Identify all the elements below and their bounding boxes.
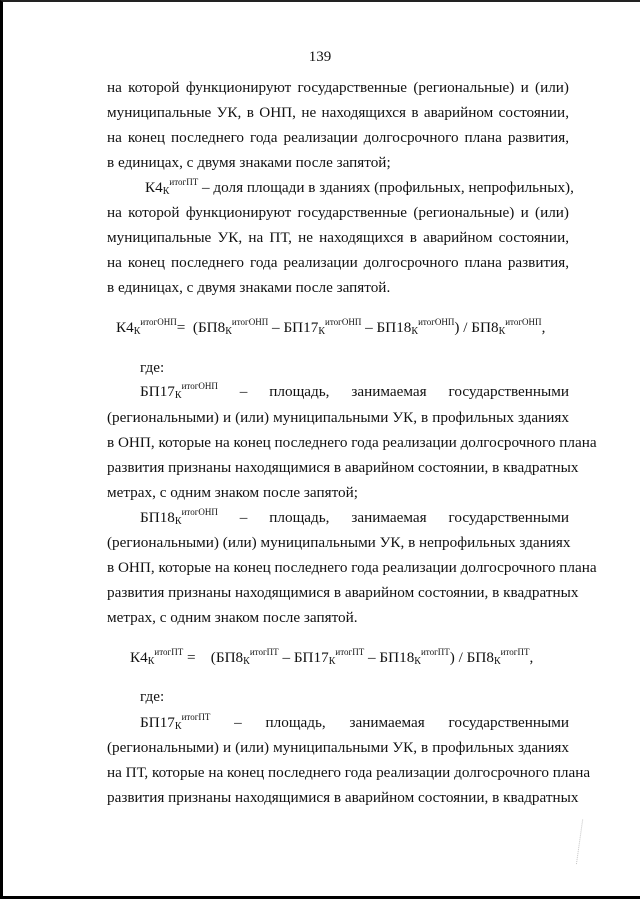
formula-end: , (541, 319, 546, 336)
word: площадь, (265, 714, 326, 731)
subscript: К (133, 326, 141, 337)
text-line: (региональными) (или) муниципальными УК, в непрофильных зданиях (107, 534, 571, 551)
superscript: итогПТ (335, 647, 365, 657)
text-line: метрах, с одним знаком после запятой. (107, 609, 358, 626)
subscript: К (174, 721, 182, 732)
page-number: 139 (308, 49, 332, 65)
superscript: итогОНП (181, 507, 218, 517)
formula-end: , (529, 649, 534, 666)
text-line: (региональными) и (или) муниципальными УК, в профильных зданиях (107, 739, 569, 756)
text-line: в единицах, с двумя знаками после запятой. (107, 279, 391, 296)
symbol: БП17 (140, 383, 175, 400)
superscript: итогОНП (505, 317, 542, 327)
subscript: К (147, 656, 155, 667)
subscript: К (225, 326, 232, 337)
term-symbol (140, 508, 218, 528)
word: занимаемая (349, 714, 425, 731)
subscript: К (414, 656, 421, 667)
text-line: на которой функционируют государственные (региональные) и (или) (107, 79, 569, 96)
word: занимаемая (351, 383, 427, 400)
formula-term: (БП8 (210, 649, 244, 666)
text-span: – доля площади в зданиях (профильных, непрофильных), (198, 179, 574, 196)
formula-term: – БП18 (364, 649, 415, 666)
equals-sign: = (176, 319, 186, 336)
subscript: К (411, 326, 419, 337)
formula-term: – БП17 (268, 319, 319, 336)
superscript: итогПТ (154, 647, 184, 657)
term-symbol (140, 382, 218, 402)
formula-term: ) / БП8 (449, 649, 494, 666)
text-line: развития признаны находящимися в аварийном состоянии, в квадратных (107, 459, 579, 476)
subscript: К (174, 516, 182, 527)
superscript: итогПТ (249, 647, 279, 657)
superscript: итогОНП (325, 317, 362, 327)
subscript: К (162, 186, 170, 197)
where-label: где: (140, 359, 165, 376)
text-line: муниципальные УК, в ОНП, не находящихся в аварийном состоянии, (107, 104, 569, 121)
dash: – (239, 509, 248, 526)
bp17-pt-head (140, 713, 569, 733)
subscript: К (328, 656, 336, 667)
subscript: К (318, 326, 325, 337)
word: занимаемая (351, 509, 427, 526)
text-line: в единицах, с двумя знаками после запятой; (107, 154, 391, 171)
formula-onp (116, 318, 545, 338)
text-line: развития признаны находящимися в аварийном состоянии, в квадратных (107, 789, 579, 806)
where-label: где: (140, 688, 165, 705)
subscript: К (174, 390, 182, 401)
superscript: итогПТ (500, 647, 530, 657)
bp18-onp-head (140, 508, 569, 528)
equals-sign: = (187, 649, 196, 666)
symbol: К4 (145, 179, 163, 196)
superscript: итогОНП (418, 317, 455, 327)
formula-term: – БП18 (361, 319, 412, 336)
symbol: БП17 (140, 714, 175, 731)
text-line: на конец последнего года реализации долгосрочного плана развития, (107, 254, 569, 271)
text-line: в ОНП, которые на конец последнего года реализации долгосрочного плана (107, 434, 597, 451)
text-line: на конец последнего года реализации долгосрочного плана развития, (107, 129, 569, 146)
text-line: на ПТ, которые на конец последнего года реализации долгосрочного плана (107, 764, 591, 781)
text-line: на которой функционируют государственные (региональные) и (или) (107, 204, 569, 221)
k4-pt-definition-head (145, 177, 574, 198)
symbol: БП18 (140, 509, 175, 526)
formula-term: ) / БП8 (454, 319, 499, 336)
subscript: К (498, 326, 506, 337)
term-symbol (140, 713, 210, 733)
word: площадь, (269, 509, 330, 526)
formula-term: – БП17 (278, 649, 329, 666)
superscript: итогПТ (181, 712, 211, 722)
formula-term: (БП8 (192, 319, 226, 336)
text-line: развития признаны находящимися в аварийном состоянии, в квадратных (107, 584, 579, 601)
superscript: итогОНП (181, 381, 218, 391)
superscript: итогОНП (140, 317, 177, 327)
subscript: К (243, 656, 250, 667)
superscript: итогОНП (231, 317, 269, 327)
dash: – (234, 714, 242, 731)
dash: – (239, 383, 248, 400)
formula-lhs: К4 (130, 649, 148, 666)
text-line: муниципальные УК, на ПТ, не находящихся в аварийном состоянии, (107, 229, 569, 246)
superscript: итогПТ (420, 647, 450, 657)
word: государственными (448, 509, 569, 526)
formula-pt (130, 648, 533, 668)
text-line: (региональными) и (или) муниципальными УК, в профильных зданиях (107, 409, 569, 426)
subscript: К (493, 656, 501, 667)
word: государственными (448, 383, 569, 400)
formula-lhs: К4 (116, 319, 134, 336)
superscript: итогПТ (169, 177, 199, 187)
word: площадь, (269, 383, 330, 400)
word: государственными (448, 714, 569, 731)
text-line: метрах, с одним знаком после запятой; (107, 484, 358, 501)
bp17-onp-head (140, 382, 569, 402)
text-line: в ОНП, которые на конец последнего года реализации долгосрочного плана (107, 559, 597, 576)
